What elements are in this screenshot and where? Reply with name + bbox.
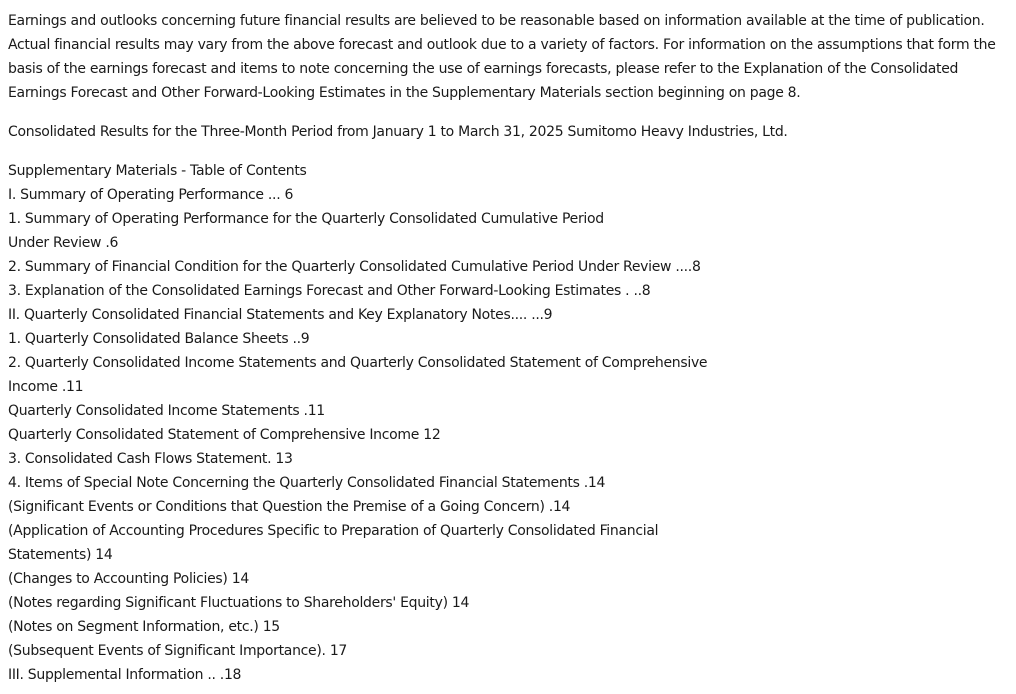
- toc-entry: 1. Quarterly Consolidated Balance Sheets ..9: [8, 331, 310, 347]
- toc-entry: III. Supplemental Information .. .18: [8, 667, 242, 683]
- toc-entry: Quarterly Consolidated Statement of Comprehensive Income 12: [8, 427, 441, 443]
- toc-entry: Income .11: [8, 379, 84, 395]
- toc-title: Supplementary Materials - Table of Contents: [8, 163, 307, 179]
- toc-entry: 2. Summary of Financial Condition for the Quarterly Consolidated Cumulative Period Under Review ....8: [8, 259, 701, 275]
- toc-entry: (Subsequent Events of Significant Importance). 17: [8, 643, 348, 659]
- toc-entry: 4. Items of Special Note Concerning the Quarterly Consolidated Financial Statements .14: [8, 475, 606, 491]
- toc-entry: 1. Summary of Operating Performance for the Quarterly Consolidated Cumulative Period: [8, 211, 604, 227]
- toc-entry: 3. Explanation of the Consolidated Earnings Forecast and Other Forward-Looking Estimates . ..8: [8, 283, 651, 299]
- toc-entry: Under Review .6: [8, 235, 119, 251]
- toc-entry: Quarterly Consolidated Income Statements .11: [8, 403, 325, 419]
- toc-entry: (Notes on Segment Information, etc.) 15: [8, 619, 280, 635]
- toc-entry: (Application of Accounting Procedures Specific to Preparation of Quarterly Consolidated Financial: [8, 523, 659, 539]
- toc-entry: II. Quarterly Consolidated Financial Statements and Key Explanatory Notes.... ...9: [8, 307, 553, 323]
- toc-entry: 2. Quarterly Consolidated Income Statements and Quarterly Consolidated Statement of Comprehensive: [8, 355, 708, 371]
- toc-entry: I. Summary of Operating Performance ... 6: [8, 187, 294, 203]
- toc-entry: (Changes to Accounting Policies) 14: [8, 571, 249, 587]
- toc-entry: Statements) 14: [8, 547, 113, 563]
- table-of-contents: [8, 183, 1008, 687]
- toc-entry: (Notes regarding Significant Fluctuations to Shareholders' Equity) 14: [8, 595, 470, 611]
- document-body: [8, 9, 1008, 687]
- intro-paragraph: Earnings and outlooks concerning future financial results are believed to be reasonable based on information available at the time of publication. Actual financial results may vary from the above forecast and outlook due to a variety of factors. For information on the assumptions that form the basis of the earnings forecast and items to note concerning the use of earnings forecasts, please refer to the Explanation of the Consolidated Earnings Forecast and Other Forward-Looking Estimates in the Supplementary Materials section beginning on page 8.: [8, 13, 996, 101]
- report-heading: Consolidated Results for the Three-Month Period from January 1 to March 31, 2025 Sumitomo Heavy Industries, Ltd.: [8, 124, 788, 140]
- toc-entry: 3. Consolidated Cash Flows Statement. 13: [8, 451, 293, 467]
- toc-entry: (Significant Events or Conditions that Question the Premise of a Going Concern) .14: [8, 499, 571, 515]
